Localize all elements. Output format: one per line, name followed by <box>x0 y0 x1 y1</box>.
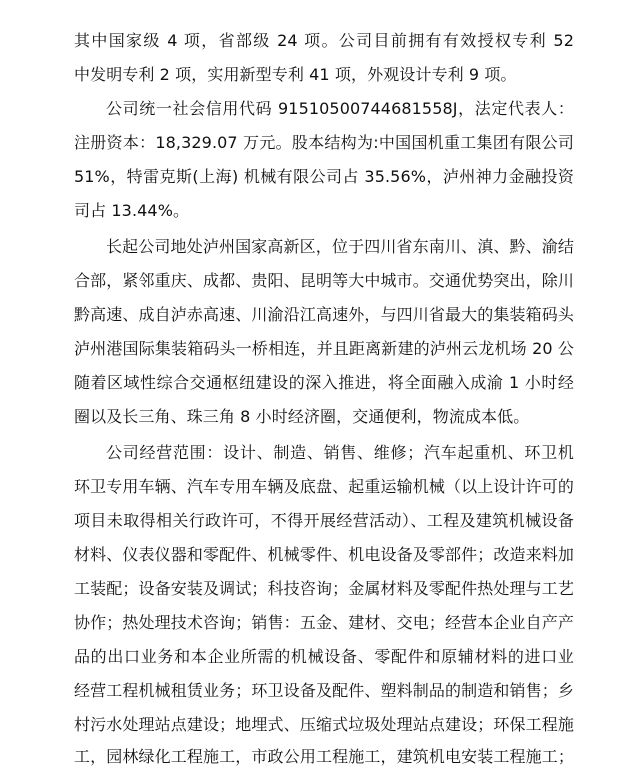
text-line: 51%，特雷克斯(上海) 机械有限公司占 35.56%，泸州神力金融投资 <box>74 167 574 186</box>
text-line: 协作；热处理技术咨询；销售：五金、建材、交电；经营本企业自产产 <box>74 613 574 632</box>
text-line: 项目未取得相关行政许可，不得开展经营活动）、工程及建筑机械设备 <box>74 511 574 530</box>
text-line: 村污水处理站点建设；地埋式、压缩式垃圾处理站点建设；环保工程施 <box>74 715 574 734</box>
text-line: 公司经营范围：设计、制造、销售、维修；汽车起重机、环卫机 <box>106 443 574 462</box>
text-line: 黔高速、成自泸赤高速、川渝沿江高速外，与四川省最大的集装箱码头 <box>74 305 574 324</box>
text-line: 司占 13.44%。 <box>74 201 190 220</box>
text-line: 长起公司地处泸州国家高新区，位于四川省东南川、滇、黔、渝结 <box>106 237 574 256</box>
text-line: 品的出口业务和本企业所需的机械设备、零配件和原辅材料的进口业 <box>74 647 574 666</box>
text-line: 注册资本：18,329.07 万元。股本结构为:中国国机重工集团有限公司 <box>74 133 574 152</box>
text-line: 公司统一社会信用代码 91510500744681558J，法定代表人： <box>106 99 574 118</box>
text-line: 圈以及长三角、珠三角 8 小时经济圈，交通便利，物流成本低。 <box>74 407 530 426</box>
text-line: 工装配；设备安装及调试；科技咨询；金属材料及零配件热处理与工艺 <box>74 579 574 598</box>
text-line: 材料、仪表仪器和零配件、机械零件、机电设备及零部件；改造来料加 <box>74 545 574 564</box>
text-line: 合部，紧邻重庆、成都、贵阳、昆明等大中城市。交通优势突出，除川 <box>74 271 574 290</box>
text-line: 其中国家级 4 项，省部级 24 项。公司目前拥有有效授权专利 52 <box>74 31 574 50</box>
text-line: 工，园林绿化工程施工，市政公用工程施工，建筑机电安装工程施工； <box>74 747 574 766</box>
text-line: 环卫专用车辆、汽车专用车辆及底盘、起重运输机械（以上设计许可的 <box>74 477 574 496</box>
text-line: 随着区域性综合交通枢纽建设的深入推进，将全面融入成渝 1 小时经 <box>74 373 574 392</box>
text-line: 经营工程机械租赁业务；环卫设备及配件、塑料制品的制造和销售；乡 <box>74 681 574 700</box>
text-line: 泸州港国际集装箱码头一桥相连，并且距离新建的泸州云龙机场 20 公 <box>74 339 574 358</box>
text-line: 中发明专利 2 项，实用新型专利 41 项，外观设计专利 9 项。 <box>74 65 517 84</box>
